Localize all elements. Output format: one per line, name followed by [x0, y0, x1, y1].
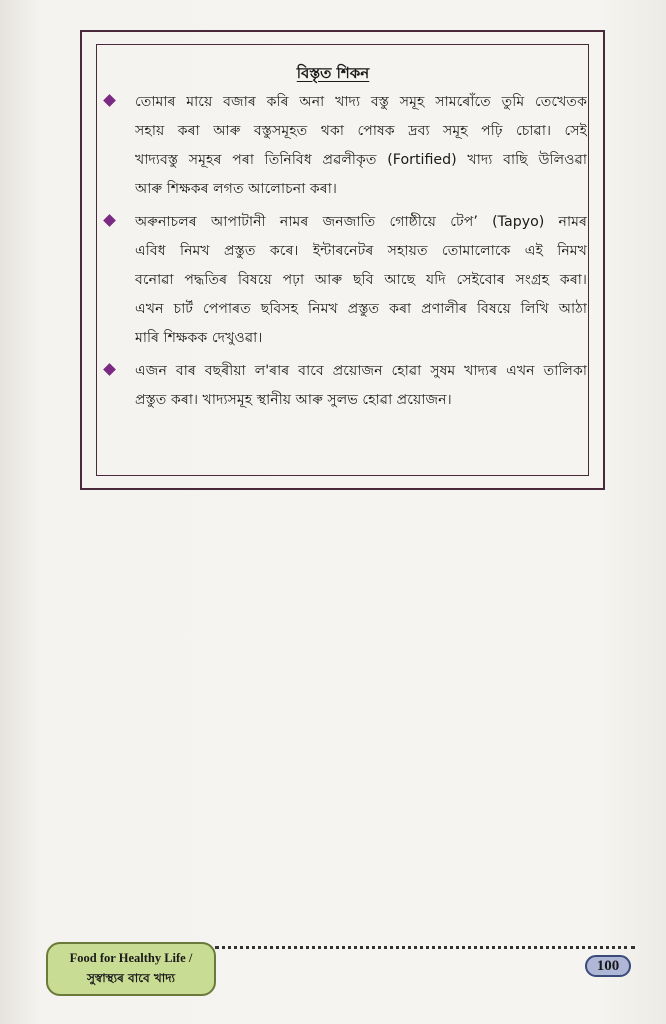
diamond-bullet-icon	[103, 363, 116, 376]
bullet-line: মাৰি শিক্ষকক দেখুওৱা।	[135, 330, 263, 346]
bullet-line: এবিধ নিমখ প্ৰস্তুত কৰে। ইন্টাৰনেটৰ সহায়ত তোমালোকে এই নিমখ	[135, 243, 587, 259]
bullet-line: প্ৰস্তুত কৰা। খাদ্যসমূহ স্থানীয় আৰু সুলভ হোৱা প্ৰয়োজন।	[135, 392, 452, 408]
bullet-line: অৰুনাচলৰ আপাটানী নামৰ জনজাতি গোষ্ঠীয়ে টেপ’ (Tapyo) নামৰ	[135, 214, 587, 230]
bullet-item-1	[103, 88, 587, 204]
bullet-item-2	[103, 208, 587, 353]
bullet-line: বনোৱা পদ্ধতিৰ বিষয়ে পঢ়া আৰু ছবি আছে যদি সেইবোৰ সংগ্ৰহ কৰা।	[135, 272, 587, 288]
activity-box-title-text: বিস্তৃত শিকন	[296, 64, 370, 82]
footer-title-assamese: সুস্বাস্থ্যৰ বাবে খাদ্য	[86, 971, 176, 985]
page-number-badge: 100	[585, 955, 631, 977]
bullet-line: খাদ্যবস্তু সমূহৰ পৰা তিনিবিধ প্ৰৱলীকৃত (Fortified) খাদ্য বাছি উলিওৱা	[135, 152, 587, 168]
bullet-item-3	[103, 357, 587, 415]
bullet-line: আৰু শিক্ষকৰ লগত আলোচনা কৰা।	[135, 181, 337, 197]
bullet-line: তোমাৰ মায়ে বজাৰ কৰি অনা খাদ্য বস্তু সমূহ সামৰোঁতে তুমি তেখেতক	[135, 94, 587, 110]
footer-title-english: Food for Healthy Life /	[69, 951, 193, 965]
activity-bullet-list	[103, 88, 587, 419]
diamond-bullet-icon	[103, 214, 116, 227]
footer-chapter-badge	[46, 942, 216, 996]
bullet-line: এজন বাৰ বছৰীয়া ল'ৰাৰ বাবে প্ৰয়োজন হোৱা সুষম খাদ্যৰ এখন তালিকা	[135, 363, 587, 379]
activity-box-title	[0, 62, 666, 87]
bullet-line: সহায় কৰা আৰু বস্তুসমূহত থকা পোষক দ্ৰব্য সমূহ পঢ়ি চোৱা। সেই	[135, 123, 587, 139]
diamond-bullet-icon	[103, 94, 116, 107]
footer-dotted-rule	[215, 946, 635, 949]
bullet-line: এখন চাৰ্ট পেপাৰত ছবিসহ নিমখ প্ৰস্তুত কৰা প্ৰণালীৰ বিষয়ে লিখি আঠা	[135, 301, 587, 317]
